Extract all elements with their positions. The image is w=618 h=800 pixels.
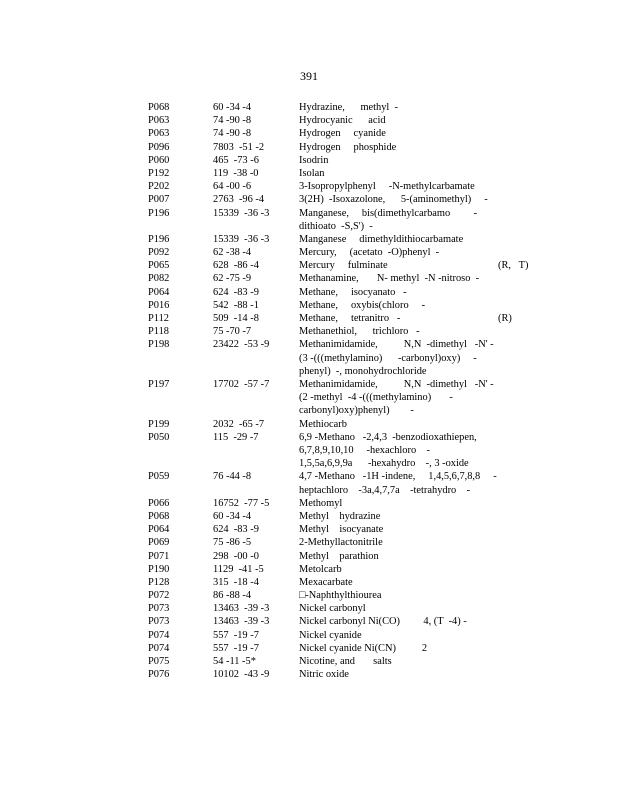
- table-row: [0, 193, 618, 206]
- substance-name: Hydrogen cyanide: [299, 128, 386, 140]
- hazardous-waste-code: P196: [148, 233, 170, 245]
- table-row: [0, 642, 618, 655]
- hazardous-waste-code: P007: [148, 194, 170, 206]
- substance-name: Manganese, bis(dimethylcarbamo -: [299, 207, 478, 219]
- cas-number: 628 -86 -4: [213, 260, 259, 272]
- table-row: [0, 418, 618, 431]
- table-row: [0, 615, 618, 628]
- cas-number: 315 -18 -4: [213, 576, 259, 588]
- substance-name: heptachloro -3a,4,7,7a -tetrahydro -: [299, 484, 471, 496]
- substance-name: Nickel carbonyl Ni(CO) 4, (T -4) -: [299, 616, 467, 628]
- hazardous-waste-code: P073: [148, 603, 170, 615]
- cas-number: 557 -19 -7: [213, 642, 259, 654]
- cas-number: 10102 -43 -9: [213, 669, 270, 681]
- substance-name: Methane, tetranitro -: [299, 313, 401, 325]
- substance-name: 3(2H) -Isoxazolone, 5-(aminomethyl) -: [299, 194, 488, 206]
- hazardous-waste-code: P060: [148, 154, 170, 166]
- substance-name: phenyl) -, monohydrochloride: [299, 365, 427, 377]
- cas-number: 17702 -57 -7: [213, 378, 270, 390]
- cas-number: 119 -38 -0: [213, 167, 259, 179]
- cas-number: 75 -70 -7: [213, 326, 252, 338]
- hazardous-waste-code: P066: [148, 497, 170, 509]
- hazardous-waste-code: P096: [148, 141, 170, 153]
- table-row: [0, 668, 618, 681]
- substance-name: Isolan: [299, 167, 325, 179]
- substance-name: Methanimidamide, N,N -dimethyl -N' -: [299, 339, 494, 351]
- cas-number: 60 -34 -4: [213, 102, 252, 113]
- table-row: [0, 338, 618, 378]
- cas-number: 13463 -39 -3: [213, 616, 270, 628]
- cas-number: 74 -90 -8: [213, 115, 252, 127]
- substance-name: □-Naphthylthiourea: [299, 590, 382, 602]
- table-row: [0, 299, 618, 312]
- table-row: [0, 101, 618, 114]
- substance-name: 1,5,5a,6,9,9a -hexahydro -, 3 -oxide: [299, 458, 469, 470]
- hazardous-waste-code: P068: [148, 510, 170, 522]
- cas-number: 2763 -96 -4: [213, 194, 265, 206]
- cas-number: 74 -90 -8: [213, 128, 252, 140]
- hazardous-waste-code: P074: [148, 642, 170, 654]
- table-row: [0, 167, 618, 180]
- hazardous-waste-code: P076: [148, 669, 170, 681]
- table-row: [0, 207, 618, 233]
- substance-name: Methyl hydrazine: [299, 510, 381, 522]
- substance-name: 3-Isopropylphenyl -N-methylcarbamate: [299, 181, 475, 193]
- substance-name: Methanimidamide, N,N -dimethyl -N' -: [299, 378, 494, 390]
- table-row: [0, 312, 618, 325]
- cas-number: 64 -00 -6: [213, 181, 252, 193]
- substance-name: Hydrazine, methyl -: [299, 102, 398, 113]
- hazard-code: (R): [498, 313, 512, 325]
- substance-name: 6,7,8,9,10,10 -hexachloro -: [299, 444, 431, 456]
- table-row: [0, 114, 618, 127]
- substance-name: Methanamine, N- methyl -N -nitroso -: [299, 273, 480, 285]
- cas-number: 75 -86 -5: [213, 537, 252, 549]
- hazardous-waste-code: P075: [148, 656, 170, 667]
- hazardous-waste-code: P190: [148, 563, 170, 575]
- substance-name: Nitric oxide: [299, 669, 349, 681]
- cas-number: 23422 -53 -9: [213, 339, 270, 351]
- table-row: [0, 378, 618, 418]
- substance-name: Methane, oxybis(chloro -: [299, 299, 426, 311]
- table-row: [0, 602, 618, 615]
- substance-name: Nickel cyanide Ni(CN) 2: [299, 642, 428, 654]
- hazardous-waste-code: P197: [148, 378, 170, 390]
- substance-name: Methyl isocyanate: [299, 524, 384, 536]
- hazardous-waste-code: P128: [148, 576, 170, 588]
- hazardous-waste-code: P192: [148, 167, 170, 179]
- cas-number: 298 -00 -0: [213, 550, 259, 562]
- substance-name: Isodrin: [299, 154, 329, 166]
- table-row: [0, 497, 618, 510]
- substance-name: carbonyl)oxy)phenyl) -: [299, 405, 414, 417]
- table-row: [0, 655, 618, 668]
- table-row: [0, 154, 618, 167]
- substance-name: Nicotine, and salts: [299, 656, 392, 667]
- substance-name: Methiocarb: [299, 418, 347, 430]
- hazardous-waste-code: P073: [148, 616, 170, 628]
- substance-name: 4,7 -Methano -1H -indene, 1,4,5,6,7,8,8 -: [299, 471, 497, 483]
- substance-name: Mercury fulminate: [299, 260, 388, 272]
- hazardous-waste-code: P092: [148, 247, 170, 259]
- cas-number: 557 -19 -7: [213, 629, 259, 641]
- hazardous-waste-code: P064: [148, 286, 170, 298]
- table-row: [0, 272, 618, 285]
- cas-number: 465 -73 -6: [213, 154, 259, 166]
- table-row: [0, 563, 618, 576]
- hazardous-waste-code: P074: [148, 629, 170, 641]
- table-row: [0, 470, 618, 496]
- hazardous-waste-code: P071: [148, 550, 170, 562]
- hazardous-waste-code: P064: [148, 524, 170, 536]
- substance-name: Mexacarbate: [299, 576, 353, 588]
- cas-number: 13463 -39 -3: [213, 603, 270, 615]
- table-row: [0, 233, 618, 246]
- cas-number: 2032 -65 -7: [213, 418, 265, 430]
- substance-name: 2-Methyllactonitrile: [299, 537, 383, 549]
- hazardous-waste-code: P196: [148, 207, 170, 219]
- hazardous-waste-code: P050: [148, 431, 170, 443]
- substance-name: (2 -methyl -4 -(((methylamino) -: [299, 392, 453, 404]
- table-row: [0, 536, 618, 549]
- substance-name: Methanethiol, trichloro -: [299, 326, 420, 338]
- hazardous-waste-code: P072: [148, 590, 170, 602]
- cas-number: 54 -11 -5*: [213, 656, 256, 667]
- hazardous-waste-code: P059: [148, 471, 170, 483]
- hazardous-waste-code: P112: [148, 313, 169, 325]
- hazardous-waste-code: P016: [148, 299, 170, 311]
- table-row: [0, 550, 618, 563]
- substance-name: Nickel carbonyl: [299, 603, 366, 615]
- substance-name: dithioato -S,S') -: [299, 220, 373, 232]
- table-row: [0, 523, 618, 536]
- table-row: [0, 127, 618, 140]
- table-row: [0, 589, 618, 602]
- table-row: [0, 246, 618, 259]
- cas-number: 62 -38 -4: [213, 247, 252, 259]
- hazardous-waste-code: P069: [148, 537, 170, 549]
- table-row: [0, 629, 618, 642]
- hazardous-waste-code: P118: [148, 326, 169, 338]
- table-row: [0, 141, 618, 154]
- substance-name: Manganese dimethyldithiocarbamate: [299, 233, 464, 245]
- substance-name: Hydrocyanic acid: [299, 115, 386, 127]
- cas-number: 542 -88 -1: [213, 299, 259, 311]
- hazard-code: (R, T): [498, 260, 529, 272]
- cas-number: 115 -29 -7: [213, 431, 259, 443]
- substance-name: Methyl parathion: [299, 550, 379, 562]
- table-row: [0, 286, 618, 299]
- table-row: [0, 325, 618, 338]
- hazardous-waste-code: P202: [148, 181, 170, 193]
- table-row: [0, 180, 618, 193]
- cas-number: 16752 -77 -5: [213, 497, 270, 509]
- cas-number: 624 -83 -9: [213, 524, 259, 536]
- cas-number: 15339 -36 -3: [213, 233, 270, 245]
- cas-number: 86 -88 -4: [213, 590, 252, 602]
- table-row: [0, 259, 618, 272]
- cas-number: 62 -75 -9: [213, 273, 252, 285]
- cas-number: 15339 -36 -3: [213, 207, 270, 219]
- cas-number: 7803 -51 -2: [213, 141, 265, 153]
- waste-code-table: [0, 101, 618, 681]
- table-row: [0, 431, 618, 471]
- hazardous-waste-code: P065: [148, 260, 170, 272]
- cas-number: 624 -83 -9: [213, 286, 259, 298]
- hazardous-waste-code: P063: [148, 128, 170, 140]
- hazardous-waste-code: P063: [148, 115, 170, 127]
- cas-number: 1129 -41 -5: [213, 563, 264, 575]
- table-row: [0, 510, 618, 523]
- hazardous-waste-code: P199: [148, 418, 170, 430]
- substance-name: 6,9 -Methano -2,4,3 -benzodioxathiepen,: [299, 431, 477, 443]
- substance-name: Nickel cyanide: [299, 629, 362, 641]
- cas-number: 60 -34 -4: [213, 510, 252, 522]
- hazardous-waste-code: P068: [148, 102, 170, 113]
- substance-name: Hydrogen phosphide: [299, 141, 397, 153]
- cas-number: 509 -14 -8: [213, 313, 259, 325]
- substance-name: Methane, isocyanato -: [299, 286, 407, 298]
- substance-name: Mercury, (acetato -O)phenyl -: [299, 247, 440, 259]
- substance-name: Methomyl: [299, 497, 343, 509]
- substance-name: Metolcarb: [299, 563, 342, 575]
- hazardous-waste-code: P082: [148, 273, 170, 285]
- hazardous-waste-code: P198: [148, 339, 170, 351]
- table-row: [0, 576, 618, 589]
- cas-number: 76 -44 -8: [213, 471, 252, 483]
- page-number: 391: [300, 69, 318, 83]
- substance-name: (3 -(((methylamino) -carbonyl)oxy) -: [299, 352, 477, 364]
